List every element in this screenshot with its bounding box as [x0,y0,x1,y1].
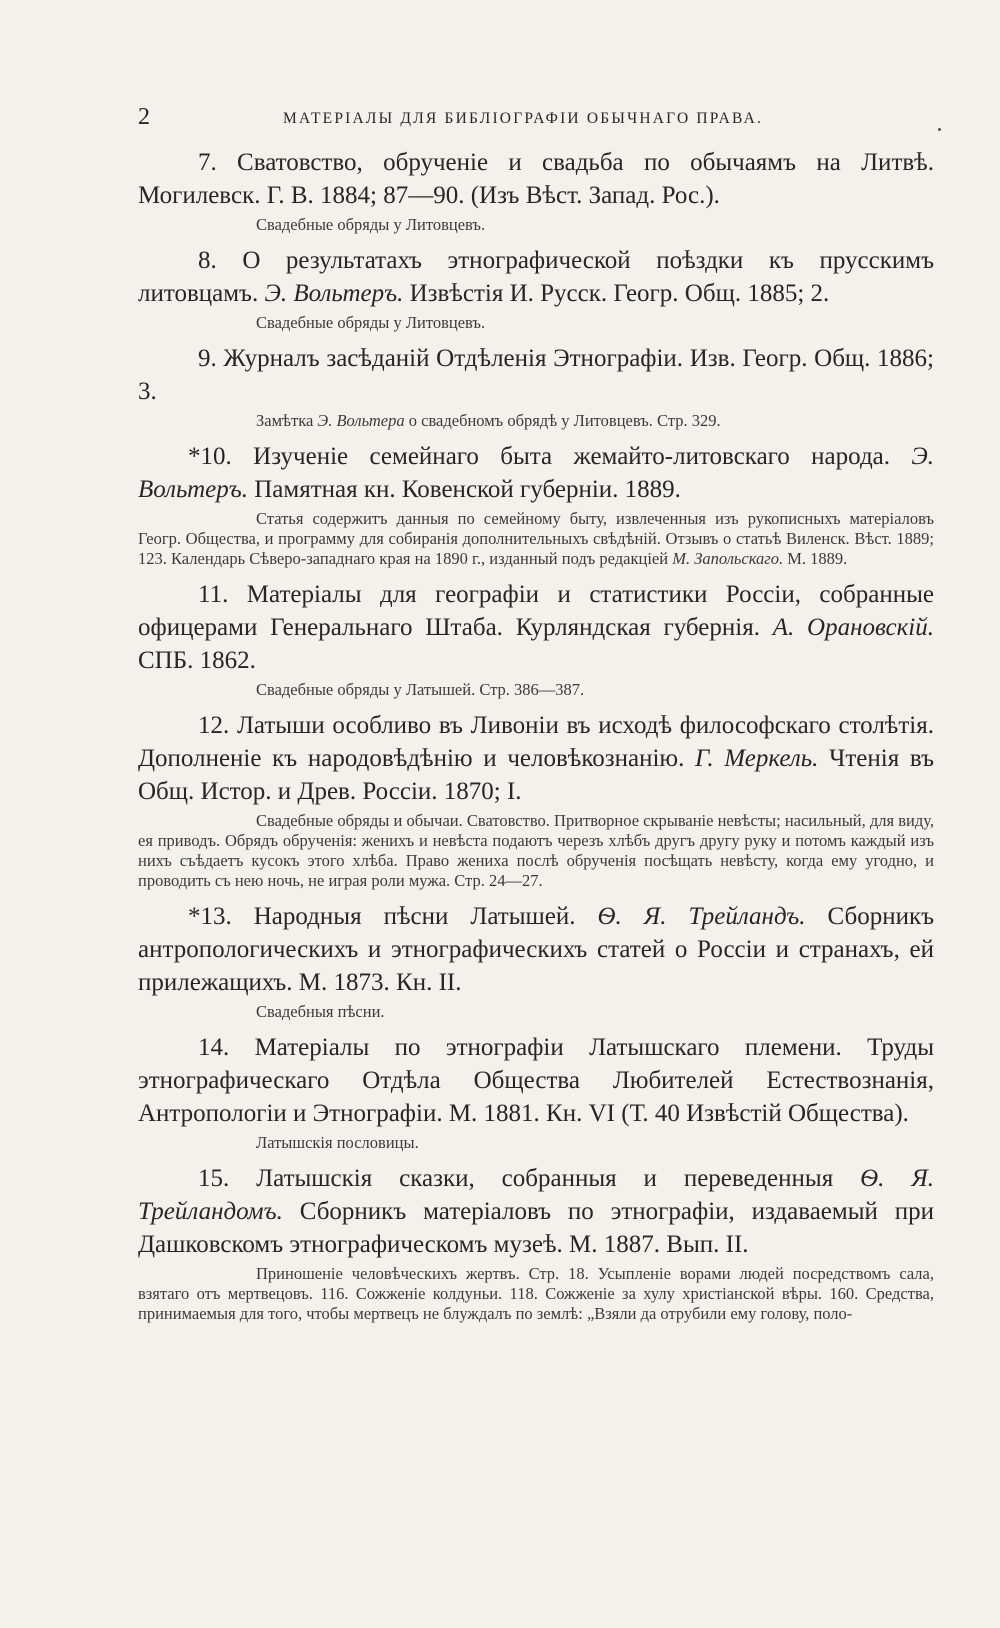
entry-source: Сборникъ антропологическихъ и этнографическихъ статей о Россіи и странахъ, ей прилежащихъ. М. 1873. Кн. II. [138,903,935,996]
bibliography-entry-11 [138,578,934,700]
entry-note: Свадебные обряды у Литовцевъ. [256,313,486,332]
entry-source: СПБ. 1862. [138,647,256,674]
entry-number: 9. [198,345,217,372]
note-author: Э. Вольтера [317,411,405,430]
print-speck [938,128,941,131]
entry-note: Замѣтка Э. Вольтера о свадебномъ обрядѣ у Литовцевъ. Стр. 329. [256,411,721,430]
entry-number: 12. [198,712,230,739]
entry-number: 7. [198,149,217,176]
entry-number: 8. [198,247,217,274]
entry-author: Ѳ. Я. Трейландъ. [597,903,806,930]
entry-text: Матеріалы по этнографіи Латышскаго племени. Труды этнографическаго Отдѣла Общества Любителей Естествознанія, Антропологіи и Этнографіи. М. 1881. Кн. VI (Т. 40 Извѣстій Общества). [138,1034,935,1127]
bibliography-entry-10 [138,440,934,569]
entry-text: Сватовство, обрученіе и свадьба по обычаямъ на Литвѣ. Могилевск. Г. В. 1884; 87—90. (Изъ Вѣст. Запад. Рос.). [138,149,934,209]
entry-author: А. Орановскій. [772,614,934,641]
entry-note: Свадебныя пѣсни. [256,1002,385,1021]
entry-text: Латышскія сказки, собранныя и переведенныя [256,1165,834,1192]
entry-author: Г. Меркель. [695,745,819,772]
entry-source: Извѣстія И. Русск. Геогр. Общ. 1885; 2. [409,280,830,307]
bibliography-entry-12 [138,709,934,891]
bibliography-entry-7 [138,146,934,235]
entry-note: Приношеніе человѣческихъ жертвъ. Стр. 18. Усыпленіе ворами людей посредствомъ сала, взятаго отъ мертвецовъ. 116. Сожженіе колдуньи. 118. Сожженіе за хулу христіанской вѣры. 160. Средства, принимаемыя для того, чтобы мертвецъ не блуждалъ по землѣ: „Взяли да отрубили ему голову, поло- [138,1264,934,1323]
entry-number: *10. [188,443,232,470]
entry-note: Статья содержитъ данныя по семейному быту, извлеченныя изъ рукописныхъ матеріаловъ Геогр. Общества, и программу для собиранія дополнительныхъ свѣдѣній. Отзывъ о статьѣ Виленск. Вѣст. 1889; 123. Календарь Сѣверо-западнаго края на 1890 г., изданный подъ редакціей М. Запольскаго. М. 1889. [138,509,934,568]
entry-source: Сборникъ матеріаловъ по этнографіи, издаваемый при Дашковскомъ этнографическомъ музеѣ. М. 1887. Вып. II. [138,1198,934,1258]
bibliography-entry-15 [138,1162,934,1324]
entry-note: Свадебные обряды у Литовцевъ. [256,215,486,234]
entry-text: Матеріалы для географіи и статистики Россіи, собранные офицерами Генеральнаго Штаба. Курляндская губернія. [138,581,934,641]
running-title: МАТЕРІАЛЫ ДЛЯ БИБЛІОГРАФІИ ОБЫЧНАГО ПРАВА. [283,110,764,127]
entry-note: Свадебные обряды у Латышей. Стр. 386—387. [256,680,585,699]
bibliography-entry-9 [138,342,934,431]
entry-author: Ѳ. Я. Трейландомъ. [138,1165,935,1225]
entry-note: Латышскія пословицы. [256,1133,419,1152]
entry-note: Свадебные обряды и обычаи. Сватовство. Притворное скрываніе невѣсты; насильный, для виду, ея приводъ. Обрядъ обрученія: женихъ и невѣста подаютъ черезъ хлѣбъ другъ другу руку и потомъ каждый изъ нихъ съѣдаетъ кусокъ этого хлѣба. Право жениха послѣ обрученія посѣщать невѣсту, когда ему угодно, и проводить съ нею ночь, не играя роли мужа. Стр. 24—27. [138,811,934,890]
entry-source: Чтенія въ Общ. Истор. и Древ. Россіи. 1870; I. [138,745,935,805]
entry-author: Э. Вольтеръ. [264,280,404,307]
bibliography-entry-14 [138,1031,934,1153]
page-number: 2 [138,104,150,130]
page-header [138,104,938,134]
bibliography-entry-13 [138,900,934,1022]
bibliography-entry-8 [138,244,934,333]
note-author: М. Запольскаго. [672,549,784,568]
entry-text: Латыши особливо въ Ливоніи въ исходѣ философскаго столѣтія. Дополненіе къ народовѣдѣнію и человѣкознанію. [138,712,935,772]
bibliography-body [138,146,934,1333]
entry-text: Журналъ засѣданій Отдѣленія Этнографіи. Изв. Геогр. Общ. 1886; 3. [138,345,935,405]
entry-author: Э. Вольтеръ. [138,443,935,503]
entry-source: Памятная кн. Ковенской губерніи. 1889. [254,476,681,503]
entry-text: Народныя пѣсни Латышей. [253,903,576,930]
entry-number: 11. [198,581,229,608]
entry-text: О результатахъ этнографической поѣздки къ прусскимъ литовцамъ. [138,247,935,307]
entry-number: *13. [188,903,232,930]
entry-number: 15. [198,1165,230,1192]
entry-number: 14. [198,1034,230,1061]
entry-text: Изученіе семейнаго быта жемайто-литовскаго народа. [253,443,891,470]
